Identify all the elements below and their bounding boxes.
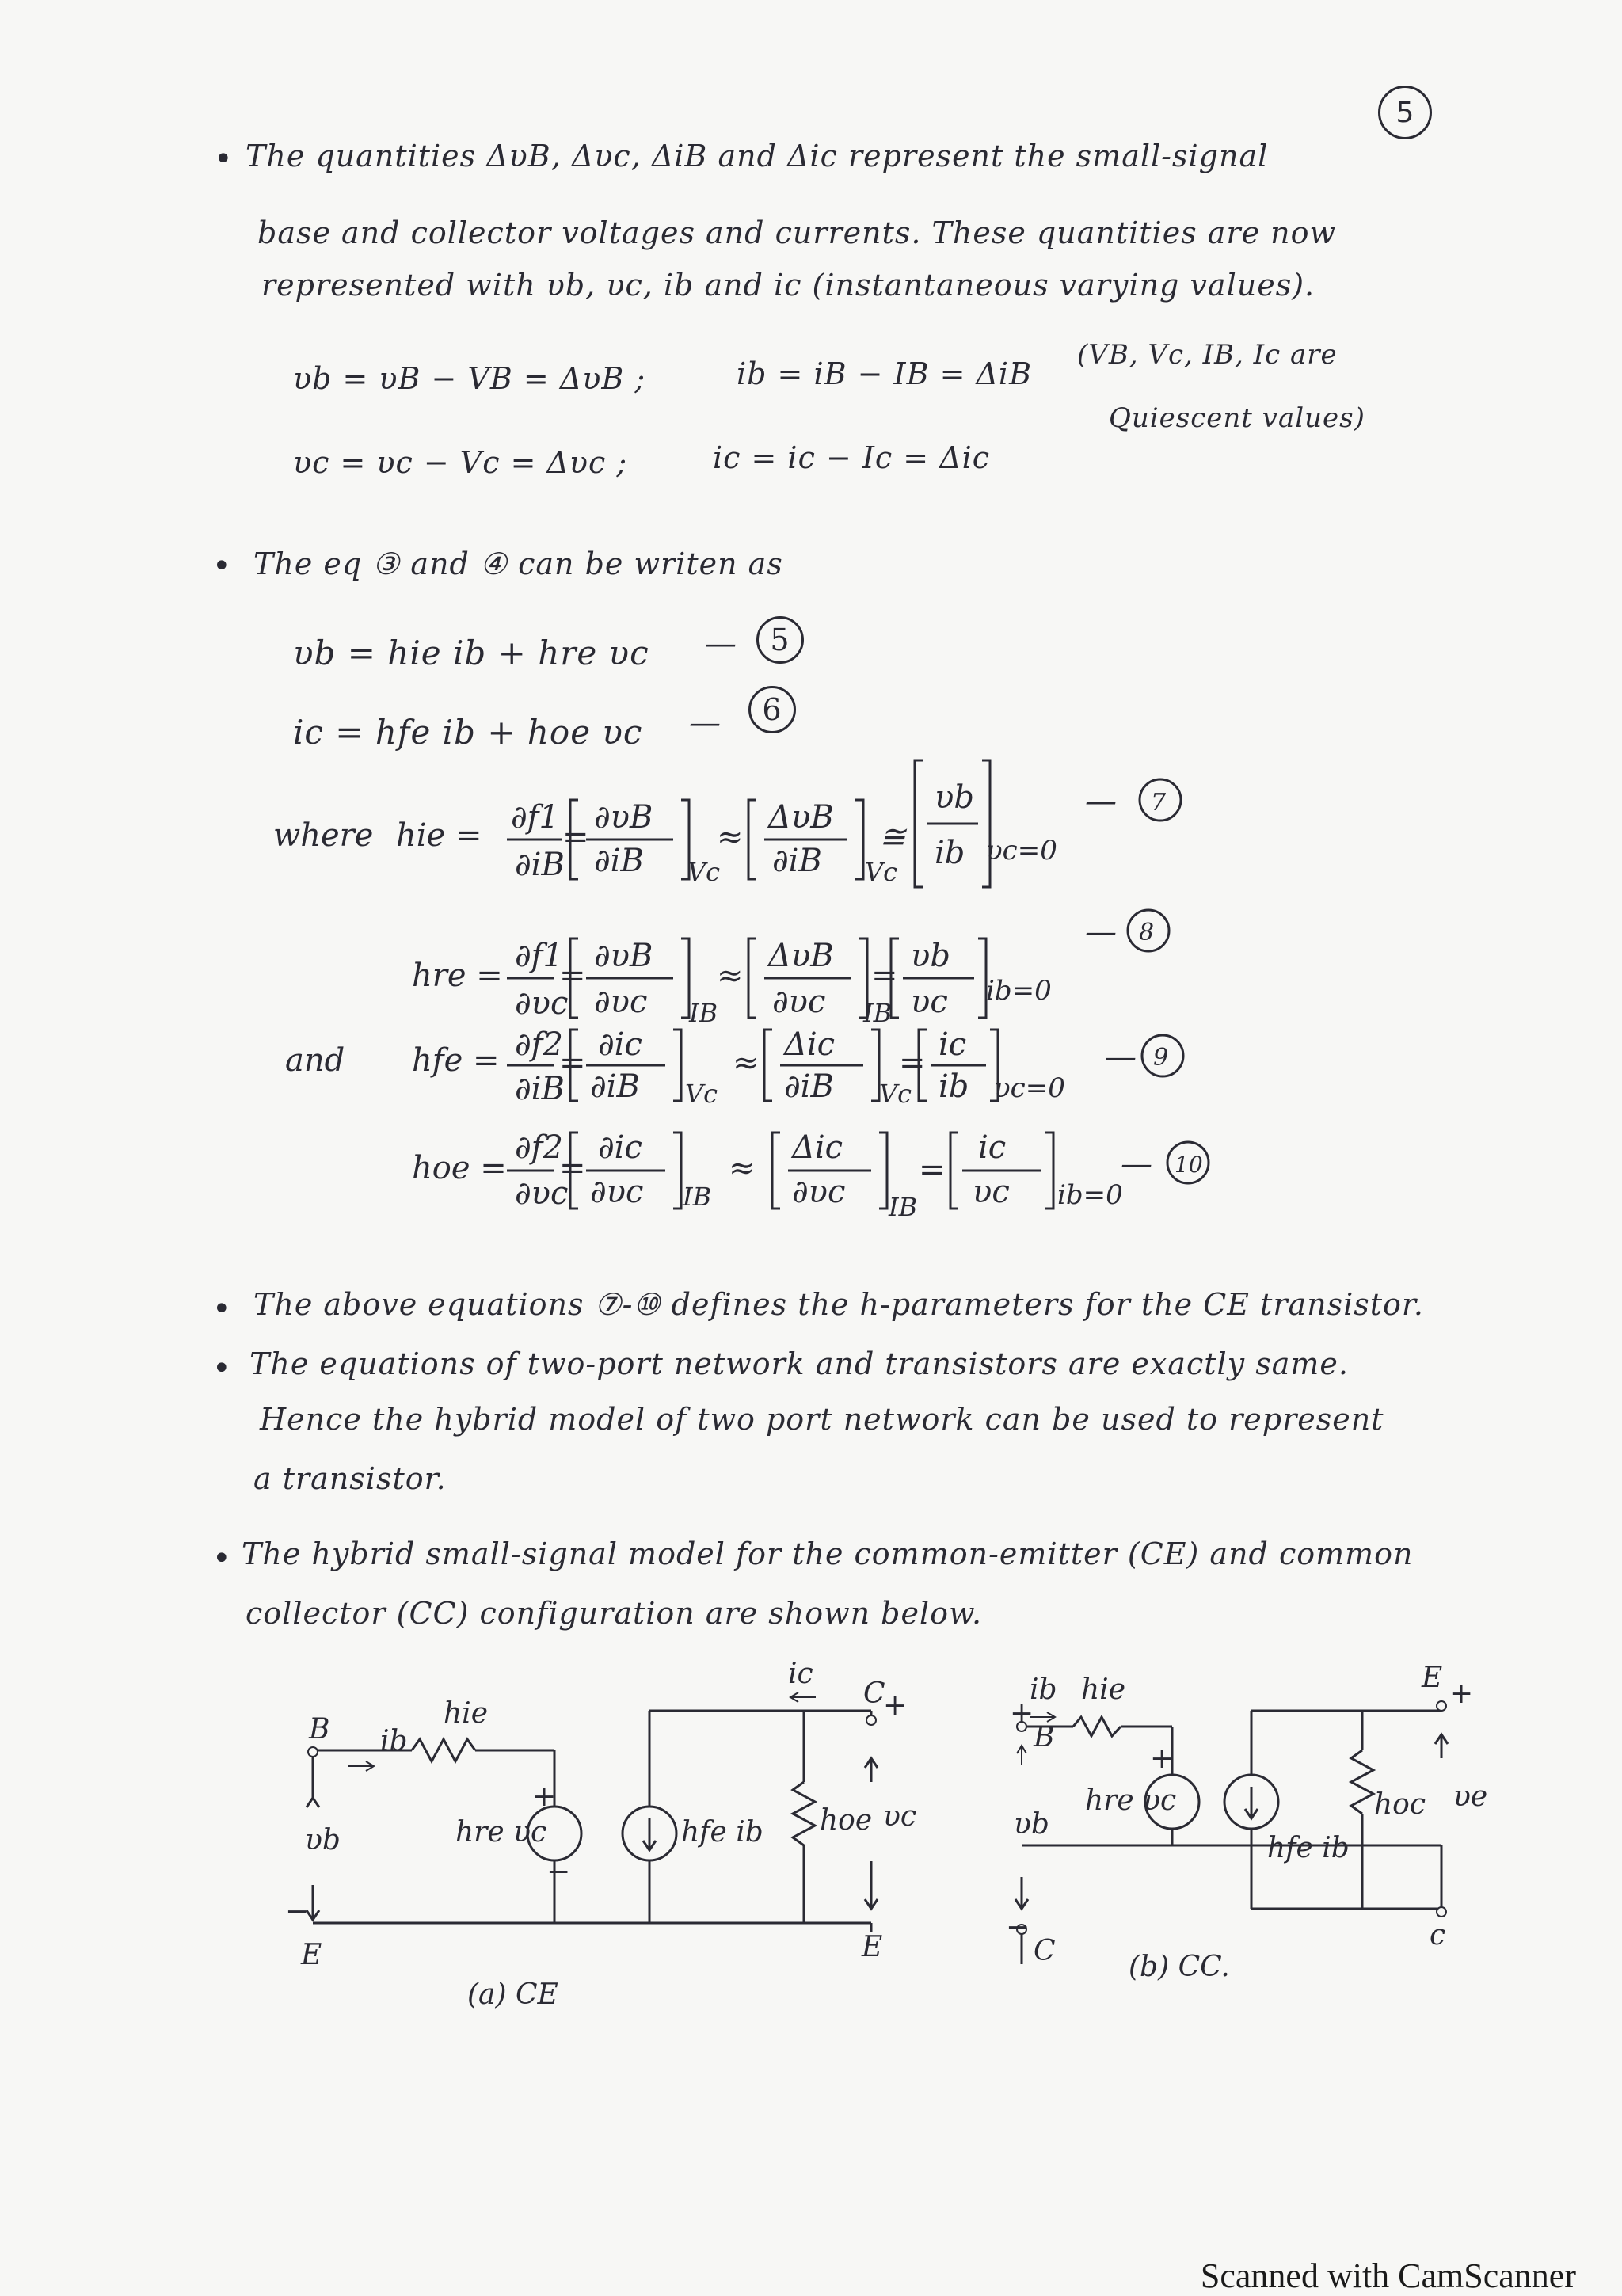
hre-d3d: ∂υc	[772, 984, 826, 1020]
hoe-d4d: υc	[973, 1174, 1010, 1210]
hie-d4n: υb	[935, 779, 974, 816]
para2: The eq ③ and ④ can be writen as	[253, 546, 783, 581]
cc-label-b: B	[1034, 1721, 1055, 1753]
svg-text:—: —	[1085, 783, 1117, 820]
bullet4-line3: a transistor.	[253, 1461, 447, 1496]
hoe-d3d: ∂υc	[792, 1174, 846, 1210]
eq5-number: 5	[756, 616, 804, 664]
bullet-dot: •	[212, 1350, 231, 1387]
bullet-dot: •	[214, 141, 233, 177]
hfe-d4n: ic	[939, 1026, 967, 1063]
ce-label-hfeib: hfe ib	[681, 1816, 763, 1849]
hie-sub4: υc=0	[986, 835, 1057, 866]
hre-d1d: ∂υc	[515, 985, 569, 1022]
scanner-watermark: Scanned with CamScanner	[1200, 2256, 1576, 2295]
ce-label-e2: E	[862, 1931, 883, 1963]
hfe-d1d: ∂iB	[515, 1071, 565, 1107]
hoe-number: 10	[1175, 1152, 1203, 1178]
hre-d2d: ∂υc	[594, 984, 648, 1020]
bullet5-line2: collector (CC) configuration are shown below.	[246, 1596, 983, 1631]
svg-text:=: =	[559, 958, 586, 994]
hfe-sub2: Vc	[685, 1079, 718, 1109]
def-note1: (VB, Vc, IB, Ic are	[1077, 339, 1338, 371]
hie-d1n: ∂f1	[511, 799, 559, 836]
svg-text:≈: ≈	[717, 819, 744, 855]
ce-label-hoe: hoe	[820, 1804, 873, 1837]
svg-text:≈: ≈	[733, 1045, 760, 1081]
hfe-d4d: ib	[939, 1068, 969, 1105]
hoe-sub2: IB	[683, 1182, 712, 1212]
hie-lhs: hie =	[396, 817, 482, 854]
hie-d2n: ∂υB	[594, 799, 653, 836]
bullet-dot: •	[212, 1540, 231, 1577]
cc-label-hrevc: hre υc	[1085, 1784, 1177, 1817]
svg-text:—: —	[1105, 1039, 1137, 1076]
hre-lhs: hre =	[412, 958, 503, 994]
ce-label-ic: ic	[788, 1658, 813, 1690]
cc-caption: (b) CC.	[1129, 1951, 1230, 1983]
hie-d4d: ib	[935, 835, 965, 871]
cc-label-hie: hie	[1081, 1673, 1126, 1706]
hoe-d2n: ∂ic	[598, 1129, 642, 1166]
hoe-d4n: ic	[978, 1129, 1007, 1166]
cc-label-c2: c	[1430, 1919, 1446, 1951]
where-label: where	[273, 817, 374, 854]
eq6-number: 6	[748, 686, 796, 733]
hoe-d1n: ∂f2	[515, 1129, 563, 1166]
svg-text:=: =	[559, 1045, 586, 1081]
para1-line1: The quantities ΔυB, Δυc, ΔiB and Δic represent the small-signal	[246, 139, 1269, 173]
hre-d3n: ΔυB	[768, 938, 834, 974]
bullet-dot: •	[212, 1291, 231, 1327]
ce-minus-src: −	[546, 1856, 571, 1888]
cc-label-c: C	[1034, 1935, 1056, 1967]
hoe-d2d: ∂υc	[590, 1174, 644, 1210]
hoe-d3n: Δic	[792, 1129, 843, 1166]
ce-label-plus: +	[883, 1689, 908, 1722]
hoe-sub4: ib=0	[1057, 1179, 1123, 1211]
bullet5-line1: The hybrid small-signal model for the common-emitter (CE) and common	[242, 1536, 1414, 1571]
def-ic: ic = ic − Ic = Δic	[713, 440, 991, 475]
para1-line3: represented with υb, υc, ib and ic (instantaneous varying values).	[261, 268, 1315, 303]
svg-text:—: —	[1121, 1146, 1152, 1182]
svg-text:≈: ≈	[729, 1150, 756, 1186]
eq5-text: υb = hie ib + hre υc	[293, 634, 649, 672]
page-number: 5	[1378, 86, 1432, 139]
hie-sub2: Vc	[687, 857, 721, 887]
hfe-d1n: ∂f2	[515, 1026, 563, 1063]
ce-label-vc: υc	[883, 1800, 917, 1833]
hre-d2n: ∂υB	[594, 938, 653, 974]
eq5-dash: —	[705, 626, 737, 662]
and-label: and	[285, 1042, 345, 1079]
svg-text:=: =	[559, 1150, 586, 1186]
hie-number: 7	[1151, 789, 1167, 817]
ce-caption: (a) CE	[467, 1978, 558, 2011]
def-vc: υc = υc − Vc = Δυc ;	[293, 445, 628, 480]
ce-label-b: B	[309, 1713, 330, 1746]
cc-label-hoc: hoc	[1374, 1788, 1426, 1821]
hoe-d1d: ∂υc	[515, 1175, 569, 1212]
cc-plus-src: +	[1150, 1742, 1175, 1775]
cc-label-vb: υb	[1014, 1808, 1049, 1841]
svg-text:—: —	[1085, 914, 1117, 950]
hre-sub2: IB	[689, 998, 718, 1028]
svg-text:=: =	[899, 1045, 926, 1081]
cc-label-ib: ib	[1030, 1673, 1057, 1706]
cc-label-plus: +	[1449, 1677, 1474, 1710]
hoe-sub3: IB	[889, 1192, 918, 1222]
hfe-number: 9	[1153, 1044, 1169, 1072]
cc-label-ve: υe	[1453, 1780, 1488, 1813]
svg-text:≅: ≅	[879, 819, 906, 855]
hfe-d2n: ∂ic	[598, 1026, 642, 1063]
hie-d3d: ∂iB	[772, 843, 822, 879]
eq6-text: ic = hfe ib + hoe υc	[293, 713, 643, 752]
ce-label-hie: hie	[444, 1697, 489, 1730]
hfe-sub4: υc=0	[994, 1072, 1065, 1104]
ce-plus: +	[532, 1780, 557, 1813]
hre-d4n: υb	[911, 938, 950, 974]
hfe-d2d: ∂iB	[590, 1068, 640, 1105]
def-vb: υb = υB − VB = ΔυB ;	[293, 361, 646, 396]
hie-d1d: ∂iB	[515, 847, 565, 883]
bullet-dot: •	[212, 548, 231, 584]
svg-text:=: =	[919, 1152, 946, 1188]
svg-text:=: =	[562, 819, 589, 855]
hie-d2d: ∂iB	[594, 843, 644, 879]
cc-label-e: E	[1422, 1662, 1443, 1694]
ce-label-vb: υb	[305, 1824, 341, 1856]
hoe-lhs: hoe =	[412, 1150, 507, 1186]
ce-label-ib: ib	[380, 1725, 408, 1757]
eq6-dash: —	[689, 705, 722, 741]
def-note2: Quiescent values)	[1109, 402, 1365, 434]
ce-label-c: C	[863, 1677, 885, 1710]
hfe-d3n: Δic	[784, 1026, 836, 1063]
ce-minus: −	[285, 1895, 310, 1928]
def-ib: ib = iB − IB = ΔiB	[737, 356, 1033, 391]
bullet3: The above equations ⑦-⑩ defines the h-parameters for the CE transistor.	[253, 1287, 1424, 1322]
hie-d3n: ΔυB	[768, 799, 834, 836]
cc-plus-in: +	[1010, 1697, 1034, 1730]
hre-sub3: IB	[863, 998, 893, 1028]
cc-minus: −	[1006, 1911, 1030, 1944]
hie-sub3: Vc	[865, 857, 898, 887]
hre-number: 8	[1139, 919, 1155, 946]
hfe-lhs: hfe =	[412, 1042, 500, 1079]
ce-label-hrevc: hre υc	[455, 1816, 547, 1849]
para1-line2: base and collector voltages and currents. These quantities are now	[257, 215, 1337, 250]
hre-sub4: ib=0	[986, 975, 1052, 1007]
bullet4-line1: The equations of two-port network and transistors are exactly same.	[249, 1346, 1349, 1381]
svg-text:=: =	[871, 958, 898, 994]
hre-d4d: υc	[911, 984, 948, 1020]
cc-label-hfeib: hfe ib	[1267, 1832, 1350, 1864]
ce-label-e: E	[301, 1939, 322, 1971]
hfe-sub3: Vc	[879, 1079, 912, 1109]
hfe-d3d: ∂iB	[784, 1068, 834, 1105]
bullet4-line2: Hence the hybrid model of two port network can be used to represent	[260, 1402, 1384, 1437]
hre-d1n: ∂f1	[515, 938, 563, 974]
svg-text:≈: ≈	[717, 958, 744, 994]
